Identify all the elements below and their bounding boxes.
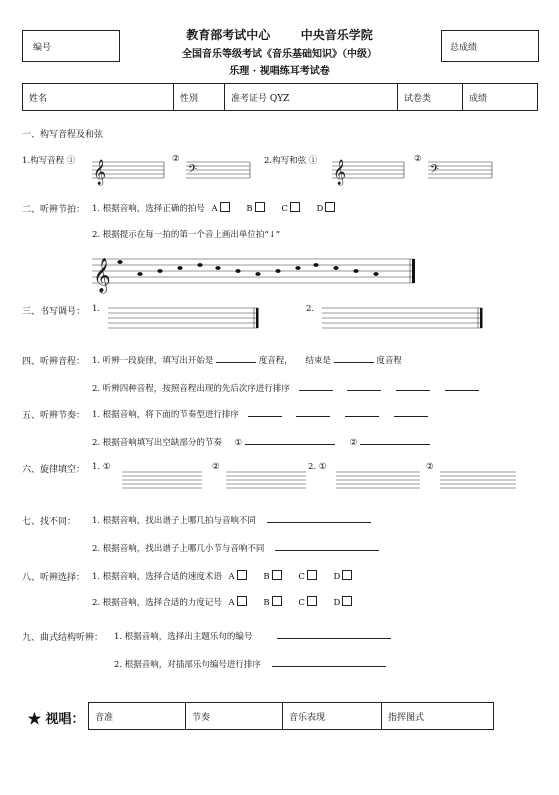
name-cell[interactable] <box>23 84 174 111</box>
name-label: 姓名 <box>29 93 48 104</box>
dynamics-checkbox-a[interactable] <box>237 596 247 606</box>
paper-type-label: 试卷类 <box>404 93 432 104</box>
section-6-circle-2: ② <box>212 462 220 472</box>
dynamics-checkbox-b[interactable] <box>272 596 282 606</box>
paper-title: 乐理 · 视唱练耳考试卷 <box>229 66 330 77</box>
conducting-cell[interactable]: 指挥图式 <box>382 703 494 730</box>
section-6-part1: 1. ① <box>92 462 111 472</box>
section-1-circle-2: ② <box>172 154 180 164</box>
section-8-q1: 1. 根据音响，选择合适的速度术语 A B C D <box>92 570 366 582</box>
section-3-part2: 2. <box>306 304 315 314</box>
conservatory-name: 中央音乐学院 <box>300 28 373 42</box>
score-cell[interactable] <box>463 84 538 111</box>
section-6-circle-4: ② <box>426 462 434 472</box>
order-blank-1[interactable] <box>299 382 333 391</box>
melody-staff-2a[interactable] <box>336 470 422 490</box>
episode-order-blank[interactable] <box>272 658 386 667</box>
section-2-title: 二、听辨节拍： <box>22 205 86 215</box>
gender-label: 性别 <box>180 93 199 104</box>
dynamics-checkbox-d[interactable] <box>342 596 352 606</box>
section-4-title: 四、听辨音程： <box>22 357 86 367</box>
theme-phrase-blank[interactable] <box>277 630 391 639</box>
tempo-checkbox-c[interactable] <box>307 570 317 580</box>
org-name: 教育部考试中心 <box>186 28 271 42</box>
tempo-checkbox-d[interactable] <box>342 570 352 580</box>
star-icon: ★ <box>28 712 42 727</box>
rhythm-order-blank-4[interactable] <box>394 408 428 417</box>
section-6-part2: 2. ① <box>308 462 327 472</box>
section-8-q2: 2. 根据音响，选择合适的力度记号 A B C D <box>92 596 366 608</box>
end-interval-blank[interactable] <box>334 354 374 363</box>
gender-cell[interactable] <box>174 84 225 111</box>
checkbox-d[interactable] <box>325 202 335 212</box>
section-5-q1: 1. 根据音响，将下面的节奏型进行排序 <box>92 408 428 420</box>
key-signature-staff-2[interactable] <box>322 306 488 330</box>
dynamics-checkbox-c[interactable] <box>307 596 317 606</box>
checkbox-b[interactable] <box>255 202 265 212</box>
section-2-q1: 1. 根据音响，选择正确的拍号 A B C D <box>92 202 349 214</box>
section-7-q1: 1. 根据音响，找出谱子上哪几拍与音响不同 <box>92 514 371 526</box>
section-5-title: 五、听辨节奏： <box>22 411 86 421</box>
bass-clef-icon: 𝄢 <box>430 163 440 179</box>
section-8-title: 八、听辨选择： <box>22 573 86 583</box>
bass-clef-icon: 𝄢 <box>188 163 198 179</box>
key-signature-staff-1[interactable] <box>108 306 266 330</box>
treble-clef-icon: 𝄞 <box>333 160 347 185</box>
order-blank-3[interactable] <box>396 382 430 391</box>
admission-cell[interactable] <box>225 84 398 111</box>
tempo-checkbox-a[interactable] <box>237 570 247 580</box>
rhythm-order-blank-2[interactable] <box>296 408 330 417</box>
section-3-title: 三、书写调号： <box>22 307 86 317</box>
treble-clef-icon: 𝄞 <box>93 258 111 293</box>
section-7-q2: 2. 根据音响，找出谱子上哪几小节与音响不同 <box>92 542 379 554</box>
section-1-title: 一、构写音程及和弦 <box>22 130 104 140</box>
section-4-q1: 1. 听辨一段旋律，填写出开始是 度音程， 结束是 度音程 <box>92 356 402 366</box>
checkbox-c[interactable] <box>290 202 300 212</box>
sight-singing-table <box>88 702 494 730</box>
melody-staff-1b[interactable] <box>226 470 308 490</box>
melody-staff-1a[interactable] <box>122 470 204 490</box>
rhythm-order-blank-3[interactable] <box>345 408 379 417</box>
order-blank-2[interactable] <box>347 382 381 391</box>
pitch-cell[interactable]: 音准 <box>89 703 186 730</box>
expression-cell[interactable]: 音乐表现 <box>283 703 382 730</box>
section-9-q1: 1. 根据音响，选择出主题乐句的编号 <box>114 630 391 642</box>
checkbox-a[interactable] <box>220 202 230 212</box>
melody-staff-2b[interactable] <box>440 470 518 490</box>
rhythm-cell[interactable]: 节奏 <box>186 703 283 730</box>
admission-label: 准考证号 QYZ <box>231 93 290 104</box>
section-1-part1-label: 1.构写音程 ① <box>22 156 76 166</box>
section-7-title: 七、找不同： <box>22 517 77 527</box>
section-5-q2: 2. 根据音响填写出空缺部分的节奏 ① ② <box>92 436 430 448</box>
section-4-q2: 2. 听辨四种音程，按照音程出现的先后次序进行排序 <box>92 382 479 394</box>
different-beats-blank[interactable] <box>267 514 371 523</box>
missing-rhythm-blank-2[interactable] <box>360 440 430 445</box>
different-measures-blank[interactable] <box>275 542 379 551</box>
staff-interval-treble[interactable] <box>92 160 172 184</box>
staff-chord-treble[interactable] <box>332 160 412 184</box>
rhythm-order-blank-1[interactable] <box>248 408 282 417</box>
staff-interval-bass[interactable] <box>186 160 258 184</box>
score-label: 成绩 <box>469 93 488 104</box>
section-1-part2-label: 2.构写和弦 ① <box>264 156 318 166</box>
order-blank-4[interactable] <box>445 382 479 391</box>
candidate-info-table <box>22 83 538 111</box>
section-2-q2: 2. 根据提示在每一拍的第一个音上画出单位拍“↓” <box>92 230 281 240</box>
rhythm-melody-staff[interactable] <box>92 255 422 293</box>
section-3-part1: 1. <box>92 304 101 314</box>
staff-chord-bass[interactable] <box>428 160 500 184</box>
tempo-checkbox-b[interactable] <box>272 570 282 580</box>
exam-title: 全国音乐等级考试《音乐基础知识》（中级） <box>182 49 377 60</box>
section-1-circle-4: ② <box>414 154 422 164</box>
treble-clef-icon: 𝄞 <box>93 160 107 185</box>
section-9-title: 九、曲式结构听辨： <box>22 633 104 643</box>
section-6-title: 六、旋律填空： <box>22 465 86 475</box>
section-9-q2: 2. 根据音响，对插部乐句编号进行排序 <box>114 658 386 670</box>
total-score-label: 总成绩 <box>450 43 478 53</box>
sight-singing-label: ★ 视唱： <box>28 712 85 727</box>
paper-type-cell[interactable] <box>398 84 463 111</box>
missing-rhythm-blank-1[interactable] <box>245 440 335 445</box>
header-org-line <box>0 26 559 43</box>
start-interval-blank[interactable] <box>216 354 256 363</box>
id-label: 编号 <box>33 43 52 53</box>
